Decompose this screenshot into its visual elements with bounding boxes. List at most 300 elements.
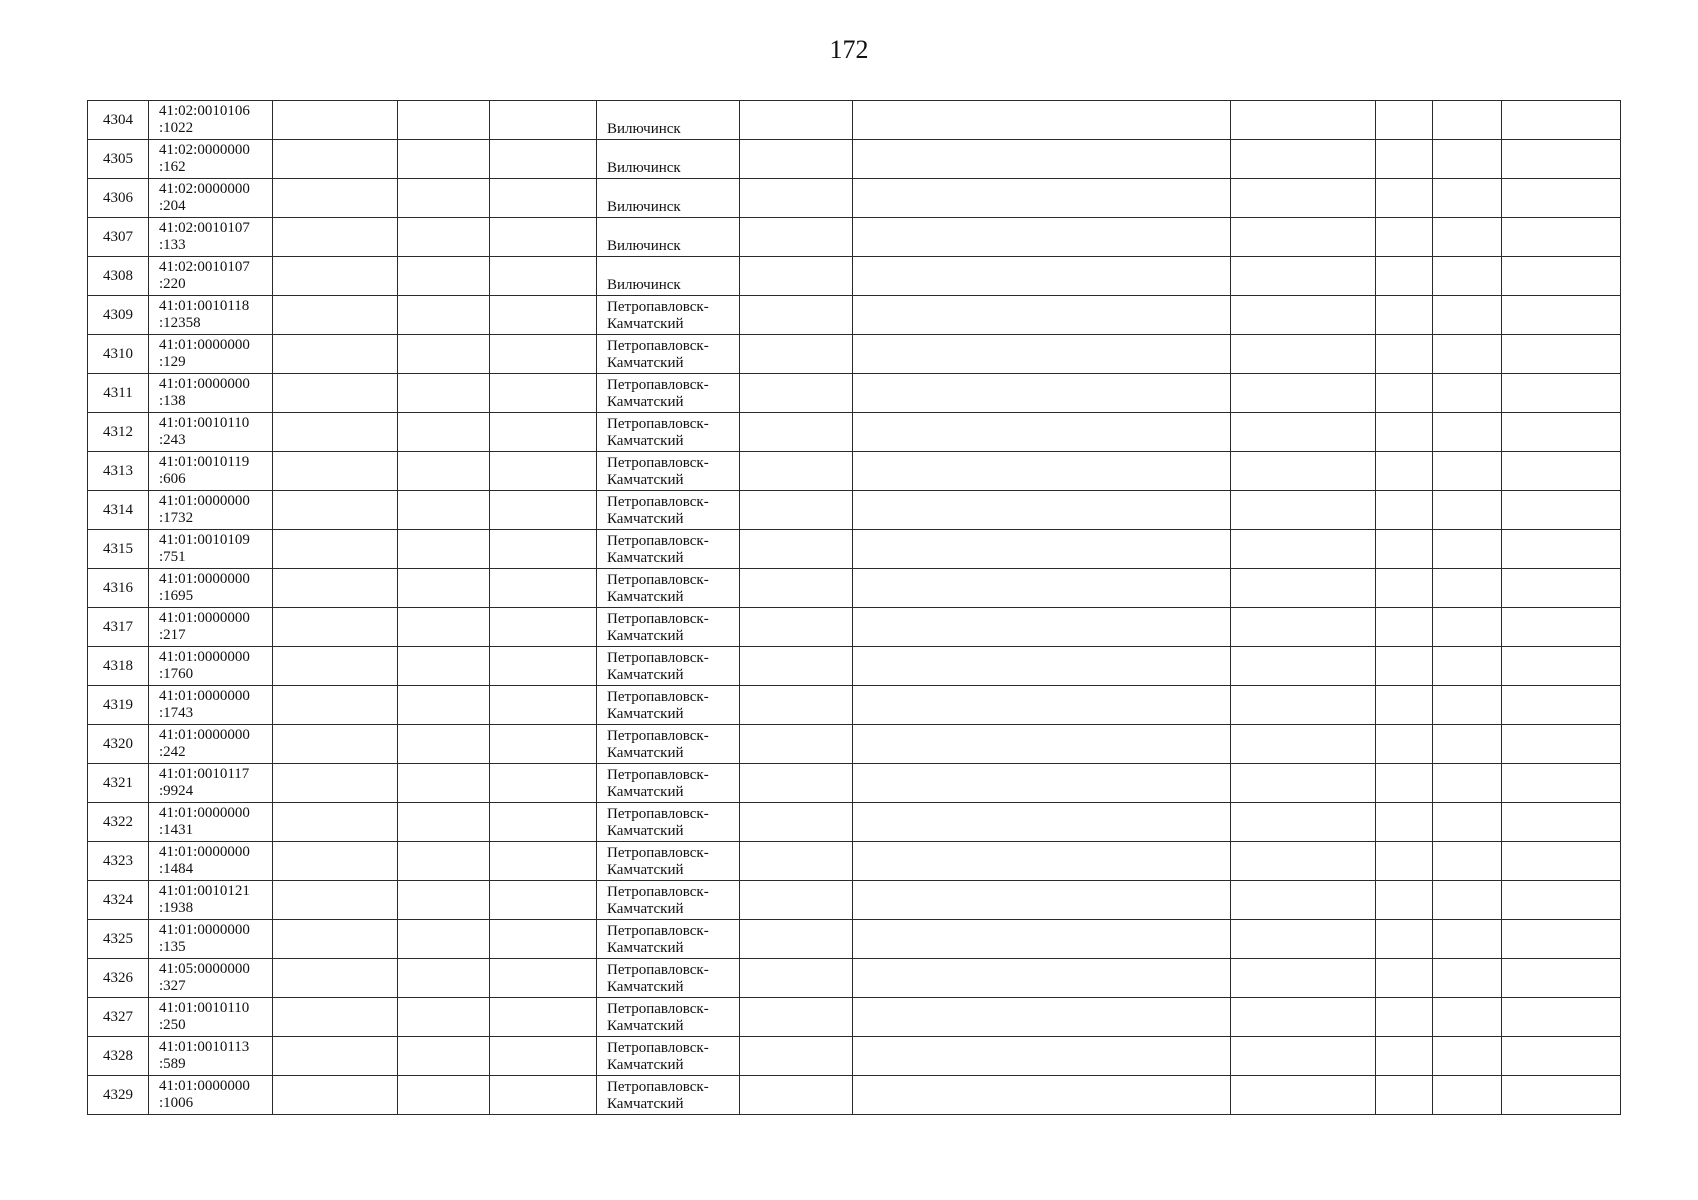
empty-cell [1502, 881, 1621, 920]
empty-cell [490, 959, 597, 998]
empty-cell [740, 335, 853, 374]
empty-cell [1376, 1037, 1433, 1076]
empty-cell [273, 881, 398, 920]
empty-cell [1231, 101, 1376, 140]
locality-cell [597, 881, 740, 920]
empty-cell [1376, 413, 1433, 452]
empty-cell [1231, 296, 1376, 335]
empty-cell [1433, 686, 1502, 725]
empty-cell [1433, 725, 1502, 764]
cadastral-number-line: 41:02:0000000 [159, 181, 250, 197]
empty-cell [1502, 335, 1621, 374]
empty-cell [490, 140, 597, 179]
table-row [88, 998, 1621, 1037]
row-number-cell: 4317 [88, 608, 149, 647]
row-number-cell: 4329 [88, 1076, 149, 1115]
empty-cell [853, 842, 1231, 881]
cadastral-number-cell [149, 842, 273, 881]
empty-cell [273, 608, 398, 647]
empty-cell [853, 998, 1231, 1037]
empty-cell [1433, 296, 1502, 335]
empty-cell [398, 959, 490, 998]
empty-cell [1502, 491, 1621, 530]
locality-line: Петропавловск- [607, 611, 709, 627]
empty-cell [490, 218, 597, 257]
empty-cell [1433, 920, 1502, 959]
empty-cell [1433, 101, 1502, 140]
empty-cell [853, 101, 1231, 140]
locality-line: Камчатский [607, 433, 684, 449]
empty-cell [490, 491, 597, 530]
empty-cell [1376, 491, 1433, 530]
empty-cell [273, 452, 398, 491]
locality-line: Петропавловск- [607, 572, 709, 588]
empty-cell [853, 881, 1231, 920]
cadastral-number-cell [149, 647, 273, 686]
cadastral-number-cell [149, 452, 273, 491]
cadastral-number-line: :1431 [159, 822, 194, 838]
empty-cell [398, 764, 490, 803]
cadastral-number-cell [149, 608, 273, 647]
cadastral-number-cell [149, 218, 273, 257]
cadastral-number-line: :135 [159, 939, 186, 955]
empty-cell [490, 257, 597, 296]
cadastral-number-line: 41:01:0000000 [159, 337, 250, 353]
empty-cell [740, 608, 853, 647]
empty-cell [398, 608, 490, 647]
empty-cell [1231, 257, 1376, 296]
locality-cell [597, 140, 740, 179]
locality-cell [597, 842, 740, 881]
cadastral-number-line: 41:01:0000000 [159, 571, 250, 587]
empty-cell [490, 725, 597, 764]
cadastral-number-line: 41:01:0000000 [159, 610, 250, 626]
empty-cell [853, 296, 1231, 335]
cadastral-number-line: 41:01:0000000 [159, 844, 250, 860]
locality-line: Петропавловск- [607, 767, 709, 783]
empty-cell [1502, 803, 1621, 842]
empty-cell [273, 803, 398, 842]
cadastral-number-cell [149, 1076, 273, 1115]
empty-cell [490, 296, 597, 335]
locality-cell [597, 296, 740, 335]
empty-cell [1433, 647, 1502, 686]
empty-cell [1502, 842, 1621, 881]
cadastral-number-line: :1760 [159, 666, 194, 682]
locality-line: Камчатский [607, 550, 684, 566]
empty-cell [1376, 218, 1433, 257]
cadastral-number-line: 41:01:0010119 [159, 454, 250, 470]
cadastral-number-line: :327 [159, 978, 186, 994]
cadastral-number-cell [149, 998, 273, 1037]
locality-line: Петропавловск- [607, 494, 709, 510]
empty-cell [398, 569, 490, 608]
cadastral-number-cell [149, 179, 273, 218]
empty-cell [1231, 608, 1376, 647]
row-number-cell: 4315 [88, 530, 149, 569]
empty-cell [273, 1076, 398, 1115]
empty-cell [1231, 179, 1376, 218]
cadastral-number-line: 41:01:0000000 [159, 688, 250, 704]
empty-cell [853, 179, 1231, 218]
empty-cell [853, 647, 1231, 686]
locality-line: Камчатский [607, 862, 684, 878]
empty-cell [273, 140, 398, 179]
empty-cell [853, 413, 1231, 452]
locality-cell [597, 998, 740, 1037]
empty-cell [1433, 959, 1502, 998]
empty-cell [1502, 101, 1621, 140]
empty-cell [1433, 257, 1502, 296]
empty-cell [1502, 764, 1621, 803]
empty-cell [1502, 452, 1621, 491]
empty-cell [490, 647, 597, 686]
empty-cell [490, 686, 597, 725]
locality-line: Камчатский [607, 979, 684, 995]
empty-cell [1376, 101, 1433, 140]
empty-cell [740, 647, 853, 686]
row-number-cell: 4325 [88, 920, 149, 959]
empty-cell [398, 335, 490, 374]
locality-cell [597, 335, 740, 374]
cadastral-number-line: 41:02:0000000 [159, 142, 250, 158]
locality-line: Петропавловск- [607, 1040, 709, 1056]
empty-cell [273, 530, 398, 569]
empty-cell [398, 686, 490, 725]
empty-cell [1502, 569, 1621, 608]
empty-cell [740, 569, 853, 608]
locality-line: Вилючинск [607, 238, 681, 254]
locality-cell [597, 413, 740, 452]
empty-cell [1502, 647, 1621, 686]
locality-cell [597, 725, 740, 764]
table-row [88, 608, 1621, 647]
locality-line: Камчатский [607, 316, 684, 332]
empty-cell [740, 296, 853, 335]
table-row [88, 140, 1621, 179]
locality-cell [597, 374, 740, 413]
locality-cell [597, 764, 740, 803]
empty-cell [740, 1076, 853, 1115]
locality-line: Камчатский [607, 940, 684, 956]
empty-cell [1433, 803, 1502, 842]
empty-cell [740, 179, 853, 218]
empty-cell [490, 998, 597, 1037]
row-number-cell: 4304 [88, 101, 149, 140]
empty-cell [273, 764, 398, 803]
table-row [88, 725, 1621, 764]
empty-cell [398, 491, 490, 530]
empty-cell [273, 920, 398, 959]
empty-cell [740, 725, 853, 764]
cadastral-number-line: :1006 [159, 1095, 194, 1111]
locality-cell [597, 452, 740, 491]
empty-cell [1231, 764, 1376, 803]
cadastral-number-cell [149, 959, 273, 998]
row-number-cell: 4310 [88, 335, 149, 374]
empty-cell [740, 218, 853, 257]
empty-cell [490, 101, 597, 140]
empty-cell [1433, 569, 1502, 608]
row-number-cell: 4324 [88, 881, 149, 920]
empty-cell [398, 1037, 490, 1076]
empty-cell [398, 842, 490, 881]
empty-cell [740, 491, 853, 530]
empty-cell [273, 1037, 398, 1076]
empty-cell [1376, 335, 1433, 374]
empty-cell [853, 1037, 1231, 1076]
empty-cell [398, 920, 490, 959]
cadastral-number-cell [149, 1037, 273, 1076]
empty-cell [490, 452, 597, 491]
empty-cell [490, 920, 597, 959]
empty-cell [398, 296, 490, 335]
empty-cell [1502, 140, 1621, 179]
registry-table [87, 100, 1621, 1115]
row-number-cell: 4312 [88, 413, 149, 452]
empty-cell [853, 257, 1231, 296]
locality-line: Петропавловск- [607, 533, 709, 549]
empty-cell [1433, 1037, 1502, 1076]
empty-cell [1502, 608, 1621, 647]
empty-cell [273, 296, 398, 335]
empty-cell [273, 413, 398, 452]
empty-cell [273, 101, 398, 140]
locality-line: Камчатский [607, 901, 684, 917]
empty-cell [740, 374, 853, 413]
table-row [88, 1037, 1621, 1076]
empty-cell [1376, 374, 1433, 413]
empty-cell [398, 1076, 490, 1115]
empty-cell [1376, 608, 1433, 647]
empty-cell [1502, 686, 1621, 725]
empty-cell [740, 764, 853, 803]
empty-cell [740, 959, 853, 998]
locality-line: Камчатский [607, 628, 684, 644]
cadastral-number-line: 41:01:0010113 [159, 1039, 250, 1055]
table-row [88, 491, 1621, 530]
table-row [88, 218, 1621, 257]
empty-cell [273, 998, 398, 1037]
cadastral-number-cell [149, 491, 273, 530]
cadastral-number-line: 41:01:0000000 [159, 805, 250, 821]
locality-line: Камчатский [607, 784, 684, 800]
table-row [88, 764, 1621, 803]
empty-cell [273, 335, 398, 374]
row-number-cell: 4307 [88, 218, 149, 257]
empty-cell [273, 374, 398, 413]
empty-cell [740, 920, 853, 959]
locality-line: Вилючинск [607, 160, 681, 176]
empty-cell [490, 530, 597, 569]
empty-cell [1231, 1076, 1376, 1115]
empty-cell [490, 764, 597, 803]
empty-cell [1231, 686, 1376, 725]
empty-cell [1376, 803, 1433, 842]
empty-cell [398, 218, 490, 257]
empty-cell [1502, 257, 1621, 296]
locality-line: Камчатский [607, 1096, 684, 1112]
cadastral-number-line: :1938 [159, 900, 194, 916]
locality-cell [597, 1037, 740, 1076]
row-number-cell: 4326 [88, 959, 149, 998]
empty-cell [853, 725, 1231, 764]
row-number-cell: 4316 [88, 569, 149, 608]
empty-cell [273, 842, 398, 881]
empty-cell [398, 998, 490, 1037]
empty-cell [1433, 413, 1502, 452]
empty-cell [1376, 569, 1433, 608]
empty-cell [1231, 140, 1376, 179]
empty-cell [490, 335, 597, 374]
locality-line: Камчатский [607, 472, 684, 488]
empty-cell [490, 1037, 597, 1076]
empty-cell [1376, 296, 1433, 335]
cadastral-number-line: 41:01:0000000 [159, 1078, 250, 1094]
empty-cell [740, 452, 853, 491]
locality-line: Петропавловск- [607, 845, 709, 861]
empty-cell [1231, 803, 1376, 842]
empty-cell [490, 803, 597, 842]
row-number-cell: 4305 [88, 140, 149, 179]
table-row [88, 959, 1621, 998]
empty-cell [740, 686, 853, 725]
empty-cell [1231, 335, 1376, 374]
table-row [88, 179, 1621, 218]
empty-cell [853, 569, 1231, 608]
empty-cell [1231, 998, 1376, 1037]
row-number-cell: 4318 [88, 647, 149, 686]
empty-cell [1433, 842, 1502, 881]
empty-cell [1502, 959, 1621, 998]
cadastral-number-line: :9924 [159, 783, 194, 799]
empty-cell [1376, 140, 1433, 179]
empty-cell [273, 179, 398, 218]
row-number-cell: 4323 [88, 842, 149, 881]
empty-cell [1502, 179, 1621, 218]
table-row [88, 881, 1621, 920]
empty-cell [1433, 140, 1502, 179]
cadastral-number-line: :1732 [159, 510, 194, 526]
locality-cell [597, 959, 740, 998]
empty-cell [1433, 998, 1502, 1037]
empty-cell [740, 998, 853, 1037]
locality-cell [597, 686, 740, 725]
empty-cell [1231, 530, 1376, 569]
empty-cell [1433, 764, 1502, 803]
table-row [88, 530, 1621, 569]
empty-cell [1433, 608, 1502, 647]
empty-cell [1376, 725, 1433, 764]
locality-line: Петропавловск- [607, 299, 709, 315]
empty-cell [1502, 1076, 1621, 1115]
empty-cell [1231, 959, 1376, 998]
cadastral-number-line: 41:01:0000000 [159, 649, 250, 665]
cadastral-number-line: :1743 [159, 705, 194, 721]
row-number-cell: 4321 [88, 764, 149, 803]
cadastral-number-line: 41:02:0010107 [159, 259, 250, 275]
cadastral-number-line: :606 [159, 471, 186, 487]
locality-cell [597, 803, 740, 842]
empty-cell [740, 530, 853, 569]
locality-line: Петропавловск- [607, 689, 709, 705]
cadastral-number-line: 41:01:0010118 [159, 298, 250, 314]
empty-cell [1376, 452, 1433, 491]
locality-cell [597, 179, 740, 218]
cadastral-number-cell [149, 686, 273, 725]
locality-cell [597, 257, 740, 296]
empty-cell [1433, 374, 1502, 413]
empty-cell [740, 257, 853, 296]
locality-line: Вилючинск [607, 277, 681, 293]
cadastral-number-line: :162 [159, 159, 186, 175]
cadastral-number-cell [149, 920, 273, 959]
table-row [88, 1076, 1621, 1115]
empty-cell [1502, 413, 1621, 452]
locality-line: Петропавловск- [607, 806, 709, 822]
locality-cell [597, 491, 740, 530]
empty-cell [853, 1076, 1231, 1115]
empty-cell [398, 257, 490, 296]
cadastral-number-cell [149, 413, 273, 452]
cadastral-number-line: 41:02:0010106 [159, 103, 250, 119]
table-row [88, 803, 1621, 842]
empty-cell [1376, 530, 1433, 569]
locality-line: Петропавловск- [607, 416, 709, 432]
empty-cell [853, 530, 1231, 569]
cadastral-number-cell [149, 296, 273, 335]
empty-cell [1376, 959, 1433, 998]
table-row [88, 257, 1621, 296]
locality-cell [597, 1076, 740, 1115]
empty-cell [853, 608, 1231, 647]
empty-cell [490, 881, 597, 920]
cadastral-number-line: :589 [159, 1056, 186, 1072]
cadastral-number-line: :133 [159, 237, 186, 253]
cadastral-number-line: :129 [159, 354, 186, 370]
empty-cell [1231, 1037, 1376, 1076]
empty-cell [490, 608, 597, 647]
row-number-cell: 4306 [88, 179, 149, 218]
empty-cell [853, 920, 1231, 959]
empty-cell [1376, 998, 1433, 1037]
empty-cell [1376, 920, 1433, 959]
empty-cell [398, 647, 490, 686]
cadastral-number-line: :242 [159, 744, 186, 760]
empty-cell [273, 491, 398, 530]
empty-cell [853, 959, 1231, 998]
row-number-cell: 4313 [88, 452, 149, 491]
empty-cell [1231, 842, 1376, 881]
empty-cell [740, 1037, 853, 1076]
empty-cell [1433, 179, 1502, 218]
empty-cell [1376, 1076, 1433, 1115]
locality-cell [597, 569, 740, 608]
locality-line: Петропавловск- [607, 728, 709, 744]
empty-cell [1376, 764, 1433, 803]
locality-line: Петропавловск- [607, 1001, 709, 1017]
empty-cell [853, 335, 1231, 374]
empty-cell [398, 452, 490, 491]
row-number-cell: 4319 [88, 686, 149, 725]
row-number-cell: 4311 [88, 374, 149, 413]
empty-cell [740, 101, 853, 140]
empty-cell [273, 959, 398, 998]
empty-cell [853, 686, 1231, 725]
empty-cell [273, 647, 398, 686]
empty-cell [740, 413, 853, 452]
empty-cell [1231, 725, 1376, 764]
